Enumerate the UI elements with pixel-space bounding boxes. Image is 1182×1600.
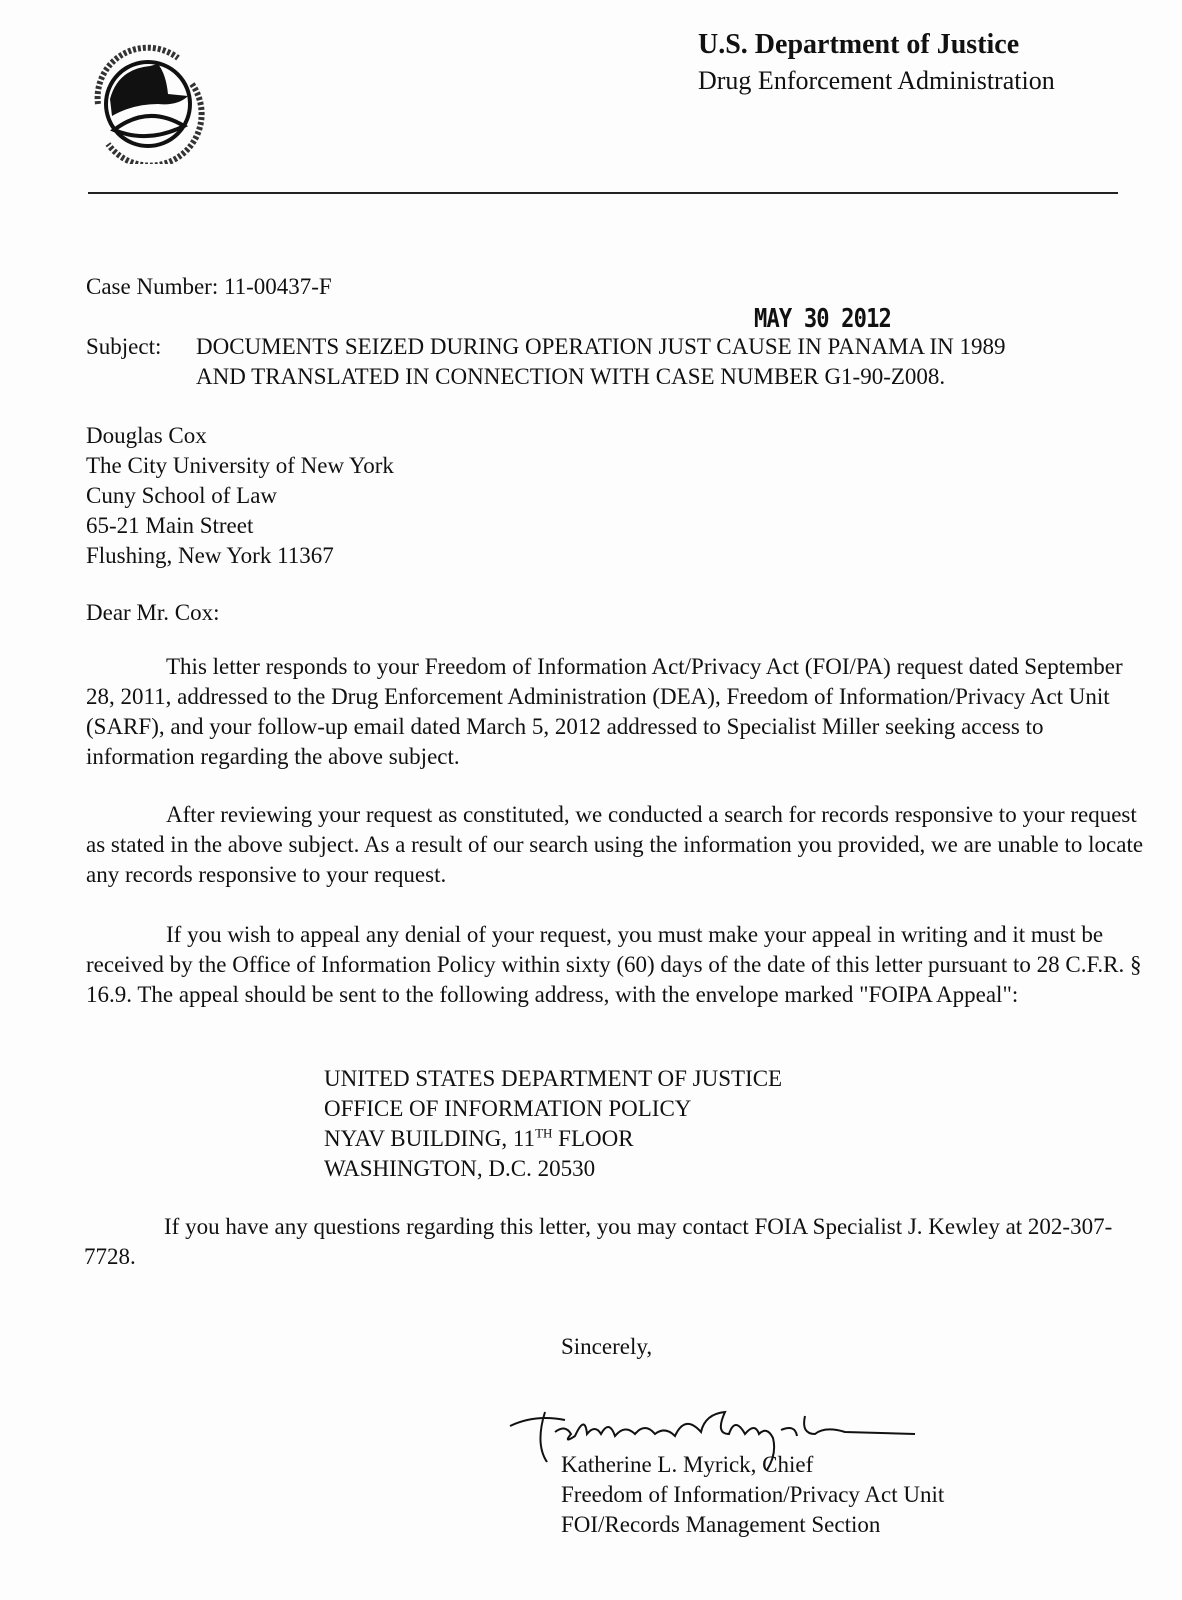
signer-unit: Freedom of Information/Privacy Act Unit bbox=[561, 1482, 945, 1507]
recipient-address bbox=[86, 421, 394, 571]
subject-line-2: AND TRANSLATED IN CONNECTION WITH CASE NUMBER G1-90-Z008. bbox=[196, 364, 946, 389]
closing: Sincerely, bbox=[561, 1334, 653, 1359]
agency-name: Drug Enforcement Administration bbox=[698, 66, 1055, 95]
recipient-line: Cuny School of Law bbox=[86, 483, 278, 508]
body-paragraph: After reviewing your request as constituted, we conducted a search for records responsive to your request as stated in the above subject. As a result of our search using the information you provided, we are unable to locate any records responsive to your request. bbox=[86, 802, 1144, 887]
closing-paragraph: If you have any questions regarding this letter, you may contact FOIA Specialist J. Kewley at 202-307-7728. bbox=[84, 1214, 1113, 1269]
subject-label: Subject: bbox=[86, 334, 162, 359]
date-stamp: MAY 30 2012 bbox=[754, 304, 892, 334]
salutation: Dear Mr. Cox: bbox=[86, 600, 220, 625]
subject-line-1: DOCUMENTS SEIZED DURING OPERATION JUST CAUSE IN PANAMA IN 1989 bbox=[196, 334, 1006, 359]
department-name: U.S. Department of Justice bbox=[698, 29, 1020, 60]
recipient-line: Douglas Cox bbox=[86, 423, 207, 448]
signer-block bbox=[561, 1450, 944, 1540]
signer-section: FOI/Records Management Section bbox=[561, 1512, 881, 1537]
doj-dea-seal-logo bbox=[88, 44, 208, 164]
recipient-line: 65-21 Main Street bbox=[86, 513, 254, 538]
body-paragraph: If you wish to appeal any denial of your request, you must make your appeal in writing and it must be received by the Office of Information Policy within sixty (60) days of the date of this letter pursuant to 28 C.F.R. § 16.9. The appeal should be sent to the following address, with the envelope marked "FOIPA Appeal": bbox=[86, 922, 1142, 1007]
body-paragraph: This letter responds to your Freedom of Information Act/Privacy Act (FOI/PA) request dated September 28, 2011, addressed to the Drug Enforcement Administration (DEA), Freedom of Information/Privacy Act Unit (SARF), and your follow-up email dated March 5, 2012 addressed to Specialist Miller seeking access to information regarding the above subject. bbox=[86, 654, 1123, 769]
address-line: UNITED STATES DEPARTMENT OF JUSTICE bbox=[324, 1066, 783, 1091]
header-divider bbox=[88, 192, 1118, 194]
superscript: TH bbox=[535, 1125, 553, 1141]
address-line bbox=[324, 1124, 782, 1154]
address-text: FLOOR bbox=[552, 1126, 634, 1151]
appeal-address bbox=[324, 1064, 782, 1184]
address-text: NYAV BUILDING, 11 bbox=[324, 1126, 536, 1151]
address-line: OFFICE OF INFORMATION POLICY bbox=[324, 1096, 692, 1121]
recipient-line: Flushing, New York 11367 bbox=[86, 543, 334, 568]
recipient-line: The City University of New York bbox=[86, 453, 394, 478]
address-line: WASHINGTON, D.C. 20530 bbox=[324, 1156, 596, 1181]
case-number: Case Number: 11-00437-F bbox=[86, 274, 332, 299]
signer-name: Katherine L. Myrick, Chief bbox=[561, 1452, 814, 1477]
